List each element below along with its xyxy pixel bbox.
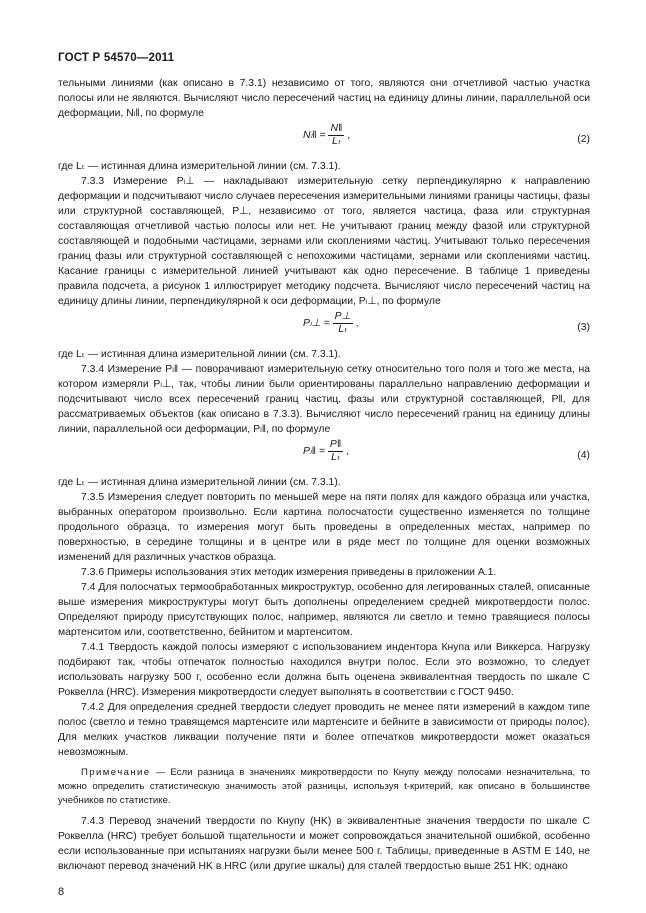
formula-3-numerator: P⊥ — [334, 311, 351, 322]
formula-2-numerator: N‖ — [330, 123, 343, 134]
formula-3-lhs: Pₗ⊥ = — [303, 318, 330, 329]
paragraph-where-4: где Lₜ — истинная длина измерительной линии (см. 7.3.1). — [58, 477, 341, 488]
formula-3-denominator: Lₜ — [338, 324, 348, 335]
paragraph-7-4-2: 7.4.2 Для определения средней твердости следует проводить не менее пяти измерений в каждом типе полос (светло и темно травящемся мартенсите или мартенсите и бейните в зависимости от природы полос). Для мелких участков ликвации получение пяти и более отпечатков микротвердости может оказаться невозможным. — [58, 702, 590, 758]
formula-3-fraction — [333, 311, 353, 336]
formula-3 — [58, 309, 590, 347]
paragraph-7-4-3: 7.4.3 Перевод значений твердости по Кнупу (HK) в эквивалентные значения твердости по шкале С Роквелла (HRC) требует большой тщательности и может сопровождаться значительной ошибкой, особенно если использованные при испытаниях нагрузки были менее 500 г. Таблицы, приведенные в ASTM E 140, не включают перевод значений HK в HRC (или другие шкалы) для сталей твердостью выше 251 HK; однако — [58, 816, 590, 872]
formula-4 — [58, 437, 590, 475]
page-body — [58, 76, 590, 874]
formula-2-lhs: Nₗ‖ = — [303, 130, 326, 141]
formula-2-number: (2) — [577, 134, 590, 145]
formula-2-fraction — [328, 123, 344, 148]
formula-2-tail: , — [347, 130, 351, 141]
page-header: ГОСТ Р 54570—2011 — [58, 52, 175, 64]
formula-4-denominator: Lₜ — [331, 452, 340, 463]
paragraph-7-3-6: 7.3.6 Примеры использования этих методик измерения приведены в приложении А.1. — [81, 567, 497, 578]
page-number: 8 — [58, 886, 65, 898]
note — [58, 766, 590, 808]
paragraph-7-4-1: 7.4.1 Твердость каждой полосы измеряют с использованием индентора Кнупа или Виккерса. Нагрузку подбирают так, чтобы отпечаток полностью находился внутри полос. Если это возможно, то следует использовать нагрузку 500 г, особенно если должна быть оценена эквивалентная твердость по шкале С Роквелла (HRC). Измерения микротвердости следует выполнять в соответствии с ГОСТ 9450. — [58, 642, 590, 698]
formula-4-fraction — [328, 439, 343, 464]
formula-2-denominator: Lₜ — [331, 136, 341, 147]
note-label: Примечание — [81, 767, 151, 778]
formula-4-tail: , — [346, 446, 350, 457]
paragraph-7-3-3: 7.3.3 Измерение Pₗ⊥ — накладывают измерительную сетку перпендикулярно к направлению деформации и подсчитывают число случаев пересечения измерительными линиями границы частицы, фазы или структурной составляющей, P⊥, независимо от того, является частица, фаза или структурная составляющая отчетливой частью полосы или нет. Не учитывают границ между фазой или структурной составляющей и подобными частицами, зернами или скоплениями частиц. Учитывают только пересечения границ фазы или структурной составляющей с непохожими частицами, зернами или скоплениями частиц. Касание границы с измерительной линией учитывают как одно пересечение. В таблице 1 приведены правила подсчета, а рисунок 1 иллюстрирует методику подсчета. Вычисляют число пересечений частиц на единицу длины линии, перпендикулярной к оси деформации, Pₗ⊥, по формуле — [58, 176, 590, 307]
formula-4-numerator: P‖ — [329, 439, 342, 450]
formula-3-tail: , — [355, 318, 359, 329]
formula-3-number: (3) — [577, 322, 590, 333]
paragraph-where-3: где Lₜ — истинная длина измерительной линии (см. 7.3.1). — [58, 349, 341, 360]
paragraph-where-2: где Lₜ — истинная длина измерительной линии (см. 7.3.1). — [58, 161, 341, 172]
paragraph-7-3-5: 7.3.5 Измерения следует повторить по меньшей мере на пяти полях для каждого образца или участка, выбранных оператором произвольно. Если картина полосчатости существенно изменяется по толщине продольного образца, то измерения могут быть проведены в определенных местах, например по поверхностью, в середине толщины и в центре или в ряде мест по толщине для оценки возможных изменений для различных участков образца. — [58, 492, 590, 563]
paragraph-7-4: 7.4 Для полосчатых термообработанных микроструктур, особенно для легированных сталей, описанные выше измерения микроструктуры могут быть дополнены определением средней микротвердости полос. Определяют природу присутствующих полос, например, являются ли светло и темно травящиеся полосы мартенситом или, соответственно, бейнитом и мартенситом. — [58, 582, 590, 638]
formula-2 — [58, 121, 590, 159]
note-text: — Если разница в значениях микротвердости по Кнупу между полосами незначительна, то можно определить статистическую значимость этой разницы, используя t-критерий, как описано в большинстве учебников по статистике. — [58, 767, 590, 806]
formula-4-lhs: Pₗ‖ = — [303, 446, 325, 457]
formula-4-number: (4) — [577, 450, 590, 461]
paragraph-continuation: тельными линиями (как описано в 7.3.1) независимо от того, являются они отчетливой частью участка полосы или не являются. Вычисляют число пересечений частиц на единицу длины линии, параллельной оси деформации, Nₗ‖, по формуле — [58, 78, 590, 119]
paragraph-7-3-4: 7.3.4 Измерение Pₗ‖ — поворачивают измерительную сетку относительно того поля и того же места, на котором измеряли Pₗ⊥, так, чтобы линии были ориентированы параллельно направлению деформации и подсчитывают число всех пересечений границ частиц, фазы или структурной составляющей, P‖, для рассматриваемых объектов (как описано в 7.3.3). Вычисляют число пересечений границ на единицу длины линии, параллельной оси деформации, Pₗ‖, по формуле — [58, 364, 590, 435]
